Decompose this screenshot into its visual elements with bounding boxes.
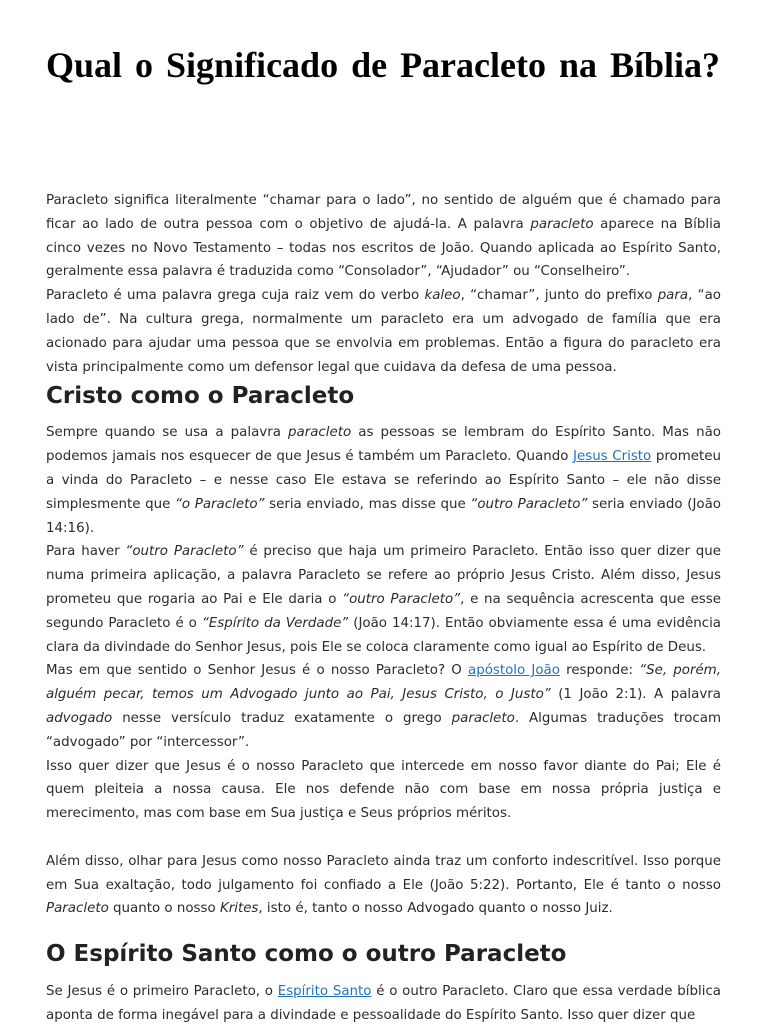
link-apostolo-joao[interactable]: apóstolo João xyxy=(467,663,560,679)
page-title: Qual o Significado de Paracleto na Bíblia? xyxy=(46,45,721,85)
intro-paragraph-1: Paracleto significa literalmente “chamar para o lado”, no sentido de alguém que é chamado para ficar ao lado de outra pessoa com o objetivo de ajudá-la. A palavra paracleto aparece na Bíblia cinco vezes no Novo Testamento – todas nos escritos de João. Quando aplicada ao Espírito Santo, geralmente essa palavra é traduzida como “Consolador”, “Ajudador” ou “Conselheiro”. xyxy=(46,193,721,280)
section1-paragraph-2: Para haver “outro Paracleto” é preciso que haja um primeiro Paracleto. Então isso quer dizer que numa primeira aplicação, a palavra Paracleto se refere ao próprio Jesus Cristo. Além disso, Jesus prometeu que rogaria ao Pai e Ele daria o “outro Paracleto”, e na sequência acrescenta que esse segundo Paracleto é o “Espírito da Verdade” (João 14:17). Então obviamente essa é uma evidência clara da divindade do Senhor Jesus, pois Ele se coloca claramente como igual ao Espírito de Deus. xyxy=(46,544,722,655)
intro-paragraph-2: Paracleto é uma palavra grega cuja raiz vem do verbo kaleo, “chamar”, junto do prefixo para, “ao lado de”. Na cultura grega, normalmente um paracleto era um advogado de família que era acionado para ajudar uma pessoa que se envolvia em problemas. Então a figura do paracleto era vista principalmente como um defensor legal que cuidava da defesa de uma pessoa. xyxy=(46,288,721,375)
link-jesus-cristo[interactable]: Jesus Cristo xyxy=(573,449,652,465)
section2-paragraph-1: Se Jesus é o primeiro Paracleto, o Espírito Santo é o outro Paracleto. Claro que essa verdade bíblica aponta de forma inegável para a divindade e pessoalidade do Espírito Santo. Isso quer dizer que xyxy=(46,984,722,1023)
section1-paragraph-1: Sempre quando se usa a palavra paracleto as pessoas se lembram do Espírito Santo. Mas não podemos jamais nos esquecer de que Jesus é também um Paracleto. Quando Jesus Cristo prometeu a vinda do Paracleto – e nesse caso Ele estava se referindo ao Espírito Santo – ele não disse simplesmente que “o Paracleto” seria enviado, mas disse que “outro Paracleto” seria enviado (João 14:16). xyxy=(46,425,722,536)
paragraph-spacer xyxy=(46,826,721,850)
section1-paragraph-4: Isso quer dizer que Jesus é o nosso Paracleto que intercede em nosso favor diante do Pai; Ele é quem pleiteia a nossa causa. Ele nos defende não com base em nossa própria justiça e merecimento, mas com base em Sua justiça e Seus próprios méritos. xyxy=(46,758,721,822)
term-paracleto: paracleto xyxy=(530,216,594,232)
section1-paragraph-5: Além disso, olhar para Jesus como nosso Paracleto ainda traz um conforto indescritível. Isso porque em Sua exaltação, todo julgamento foi confiado a Ele (João 5:22). Portanto, Ele é tanto o nosso Paracleto quanto o nosso Krites, isto é, tanto o nosso Advogado quanto o nosso Juiz. xyxy=(46,853,721,917)
section-heading-espirito-santo: O Espírito Santo como o outro Paracleto xyxy=(46,941,567,968)
term-para: para xyxy=(657,288,689,304)
term-kaleo: kaleo xyxy=(424,288,461,304)
article xyxy=(46,0,721,1028)
section1-paragraph-3: Mas em que sentido o Senhor Jesus é o nosso Paracleto? O apóstolo João responde: “Se, porém, alguém pecar, temos um Advogado junto ao Pai, Jesus Cristo, o Justo” (1 João 2:1). A palavra advogado nesse versículo traduz exatamente o grego paracleto. Algumas traduções trocam “advogado” por “intercessor”. xyxy=(46,663,722,750)
section-heading-cristo: Cristo como o Paracleto xyxy=(46,383,355,410)
link-espirito-santo[interactable]: Espírito Santo xyxy=(277,984,372,1000)
